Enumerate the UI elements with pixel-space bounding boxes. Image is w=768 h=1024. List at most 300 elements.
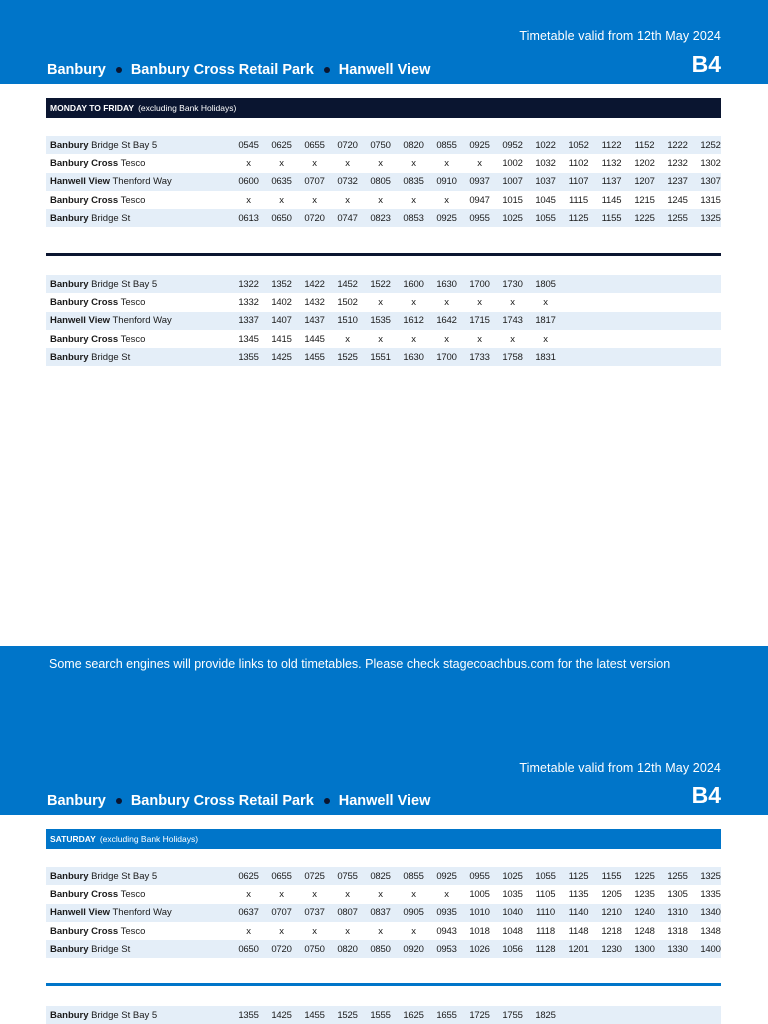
time-cell-not-served: x <box>444 157 449 169</box>
stop-name <box>50 352 130 363</box>
time-cell: 0937 <box>469 176 490 188</box>
time-cell-not-served: x <box>411 157 416 169</box>
route-stop-destination: Hanwell View <box>338 793 431 809</box>
route-number: B4 <box>691 51 721 77</box>
time-cell: 1110 <box>536 907 555 919</box>
time-cell: 1402 <box>271 296 292 308</box>
stop-name <box>50 907 172 918</box>
time-cell: 1240 <box>634 907 655 919</box>
route-title <box>47 62 430 78</box>
day-label: MONDAY TO FRIDAY <box>50 103 135 113</box>
time-cell: 0720 <box>337 139 358 151</box>
time-cell: 1305 <box>667 888 688 900</box>
time-cell: 0650 <box>271 212 292 224</box>
stop-point: Tesco <box>118 296 146 308</box>
time-cell: 1210 <box>601 907 622 919</box>
table-row <box>46 867 721 885</box>
time-cell: 0947 <box>469 194 490 206</box>
time-cell: 1407 <box>271 315 292 327</box>
time-cell-not-served: x <box>312 888 317 900</box>
stop-point: Tesco <box>118 157 146 169</box>
time-cell: 1255 <box>667 212 688 224</box>
table-row <box>46 312 721 330</box>
time-cell: 1122 <box>601 139 622 151</box>
table-row <box>46 885 721 903</box>
time-cell: 1107 <box>568 176 589 188</box>
time-cell: 1048 <box>502 925 523 937</box>
stop-name <box>50 334 145 345</box>
time-cell: 1525 <box>337 1009 358 1021</box>
table-row <box>46 330 721 348</box>
valid-from-text: Timetable valid from 12th May 2024 <box>519 29 721 43</box>
table-row <box>46 209 721 227</box>
time-cell-not-served: x <box>411 333 416 345</box>
time-cell: 1455 <box>304 351 325 363</box>
time-cell-not-served: x <box>411 925 416 937</box>
stop-point: Thenford Way <box>110 315 172 327</box>
time-cell: 0750 <box>304 943 325 955</box>
time-cell-not-served: x <box>378 333 383 345</box>
time-cell: 1135 <box>568 888 589 900</box>
stop-place: Banbury <box>50 943 89 955</box>
stop-place: Banbury Cross <box>50 333 119 345</box>
time-cell: 1015 <box>502 194 523 206</box>
time-cell: 1040 <box>502 907 523 919</box>
time-cell-not-served: x <box>378 925 383 937</box>
time-cell: 1105 <box>535 888 556 900</box>
time-cell: 0835 <box>403 176 424 188</box>
time-cell: 1037 <box>535 176 556 188</box>
time-cell: 1551 <box>370 351 391 363</box>
time-cell: 0637 <box>238 907 259 919</box>
time-cell: 0747 <box>337 212 358 224</box>
time-cell: 1332 <box>238 296 259 308</box>
day-note: (excluding Bank Holidays) <box>138 103 237 113</box>
time-cell: 1307 <box>700 176 721 188</box>
bullet-icon <box>116 67 122 73</box>
stop-point: Bridge St Bay 5 <box>88 139 158 151</box>
time-cell: 1700 <box>436 351 457 363</box>
time-cell: 1642 <box>436 315 457 327</box>
stop-place: Hanwell View <box>50 176 111 188</box>
weekday-timetable-1 <box>46 136 721 227</box>
time-cell: 1155 <box>601 870 622 882</box>
time-cell: 0825 <box>370 870 391 882</box>
time-cell: 0855 <box>403 870 424 882</box>
stop-point: Thenford Way <box>110 176 172 188</box>
stop-place: Banbury <box>50 351 89 363</box>
time-cell: 1152 <box>634 139 655 151</box>
time-cell: 1630 <box>403 351 424 363</box>
stop-name <box>50 279 157 290</box>
time-cell-not-served: x <box>477 157 482 169</box>
time-cell: 1218 <box>601 925 622 937</box>
table-row <box>46 293 721 311</box>
stop-place: Banbury Cross <box>50 296 119 308</box>
stop-place: Banbury Cross <box>50 194 119 206</box>
notice-text: Some search engines will provide links to old timetables. Please check stagecoachbus.com for the latest version <box>49 657 671 671</box>
time-cell: 0943 <box>436 925 457 937</box>
time-cell-not-served: x <box>510 333 515 345</box>
bullet-icon <box>116 798 122 804</box>
time-cell: 1325 <box>700 870 721 882</box>
table-row <box>46 922 721 940</box>
stop-point: Bridge St <box>88 212 131 224</box>
stop-place: Banbury <box>50 139 89 151</box>
time-cell: 0850 <box>370 943 391 955</box>
time-cell: 1625 <box>403 1009 424 1021</box>
time-cell-not-served: x <box>411 194 416 206</box>
time-cell: 1612 <box>403 315 424 327</box>
time-cell: 0837 <box>370 907 391 919</box>
time-cell: 1032 <box>535 157 556 169</box>
time-cell: 0925 <box>469 139 490 151</box>
saturday-timetable-2 <box>46 1006 721 1024</box>
time-cell-not-served: x <box>543 296 548 308</box>
time-cell: 1831 <box>535 351 556 363</box>
time-cell: 1432 <box>304 296 325 308</box>
time-cell: 1225 <box>634 870 655 882</box>
time-cell: 1425 <box>271 351 292 363</box>
time-cell: 1758 <box>502 351 523 363</box>
time-cell: 0613 <box>238 212 259 224</box>
time-cell: 1335 <box>700 888 721 900</box>
stop-place: Hanwell View <box>50 315 111 327</box>
section-divider <box>46 253 721 256</box>
time-cell: 1510 <box>337 315 358 327</box>
time-cell: 1230 <box>601 943 622 955</box>
time-cell: 1725 <box>469 1009 490 1021</box>
time-cell: 0750 <box>370 139 391 151</box>
time-cell: 1400 <box>700 943 721 955</box>
time-cell: 1125 <box>568 212 589 224</box>
stop-point: Tesco <box>118 925 146 937</box>
stop-name <box>50 871 157 882</box>
time-cell: 1128 <box>535 943 556 955</box>
time-cell: 0707 <box>271 907 292 919</box>
time-cell: 1232 <box>667 157 688 169</box>
route-stop-origin: Banbury <box>47 793 106 809</box>
time-cell: 1655 <box>436 1009 457 1021</box>
bullet-icon <box>324 67 330 73</box>
stop-point: Bridge St <box>88 351 131 363</box>
time-cell-not-served: x <box>444 333 449 345</box>
time-cell: 1055 <box>535 870 556 882</box>
stop-point: Tesco <box>118 333 146 345</box>
time-cell: 0545 <box>238 139 259 151</box>
time-cell: 1825 <box>535 1009 556 1021</box>
stop-place: Banbury Cross <box>50 157 119 169</box>
stop-point: Tesco <box>118 194 146 206</box>
time-cell-not-served: x <box>312 157 317 169</box>
time-cell-not-served: x <box>345 888 350 900</box>
time-cell: 1525 <box>337 351 358 363</box>
time-cell: 1535 <box>370 315 391 327</box>
time-cell: 1035 <box>502 888 523 900</box>
time-cell: 0625 <box>271 139 292 151</box>
stop-name <box>50 176 172 187</box>
time-cell: 1805 <box>535 278 556 290</box>
time-cell: 1415 <box>271 333 292 345</box>
time-cell: 1300 <box>634 943 655 955</box>
top-header-band <box>0 0 768 84</box>
time-cell: 1137 <box>601 176 622 188</box>
stop-place: Banbury Cross <box>50 888 119 900</box>
time-cell: 0823 <box>370 212 391 224</box>
time-cell-not-served: x <box>279 157 284 169</box>
time-cell: 1245 <box>667 194 688 206</box>
stop-point: Bridge St Bay 5 <box>88 870 158 882</box>
bullet-icon <box>324 798 330 804</box>
time-cell-not-served: x <box>246 157 251 169</box>
time-cell-not-served: x <box>312 194 317 206</box>
time-cell-not-served: x <box>345 194 350 206</box>
time-cell: 1237 <box>667 176 688 188</box>
time-cell: 1730 <box>502 278 523 290</box>
saturday-day-header <box>46 829 721 849</box>
time-cell: 1056 <box>502 943 523 955</box>
time-cell: 1145 <box>601 194 622 206</box>
time-cell: 0755 <box>337 870 358 882</box>
stop-name <box>50 926 145 937</box>
time-cell: 1125 <box>568 870 589 882</box>
time-cell: 1155 <box>601 212 622 224</box>
route-stop-origin: Banbury <box>47 62 106 78</box>
time-cell: 0905 <box>403 907 424 919</box>
time-cell-not-served: x <box>345 925 350 937</box>
time-cell: 1252 <box>700 139 721 151</box>
time-cell: 1235 <box>634 888 655 900</box>
time-cell-not-served: x <box>477 296 482 308</box>
time-cell: 1337 <box>238 315 259 327</box>
time-cell: 1355 <box>238 351 259 363</box>
time-cell: 1743 <box>502 315 523 327</box>
stop-place: Banbury <box>50 278 89 290</box>
day-note: (excluding Bank Holidays) <box>99 834 199 844</box>
table-row <box>46 940 721 958</box>
stop-name <box>50 889 145 900</box>
time-cell: 1452 <box>337 278 358 290</box>
weekday-day-header <box>46 98 721 118</box>
time-cell: 0720 <box>304 212 325 224</box>
time-cell: 1026 <box>469 943 490 955</box>
time-cell: 1205 <box>601 888 622 900</box>
time-cell: 1010 <box>469 907 490 919</box>
time-cell: 1140 <box>568 907 589 919</box>
stop-place: Banbury <box>50 212 89 224</box>
saturday-route-number: B4 <box>691 782 721 808</box>
time-cell: 0600 <box>238 176 259 188</box>
time-cell: 1201 <box>568 943 589 955</box>
time-cell: 1118 <box>536 925 555 937</box>
stop-point: Thenford Way <box>110 907 172 919</box>
time-cell: 1352 <box>271 278 292 290</box>
time-cell: 0925 <box>436 212 457 224</box>
time-cell: 1455 <box>304 1009 325 1021</box>
saturday-valid-from-text: Timetable valid from 12th May 2024 <box>519 761 721 775</box>
time-cell: 1325 <box>700 212 721 224</box>
time-cell: 1225 <box>634 212 655 224</box>
time-cell: 1115 <box>569 194 588 206</box>
time-cell-not-served: x <box>378 157 383 169</box>
time-cell: 1755 <box>502 1009 523 1021</box>
time-cell: 1600 <box>403 278 424 290</box>
time-cell: 1132 <box>601 157 622 169</box>
time-cell-not-served: x <box>246 888 251 900</box>
time-cell: 1340 <box>700 907 721 919</box>
stop-place: Banbury <box>50 870 89 882</box>
time-cell: 0920 <box>403 943 424 955</box>
stop-name <box>50 213 130 224</box>
stop-name <box>50 158 145 169</box>
middle-band <box>0 646 768 815</box>
time-cell: 0855 <box>436 139 457 151</box>
time-cell: 0650 <box>238 943 259 955</box>
time-cell: 1045 <box>535 194 556 206</box>
time-cell: 0805 <box>370 176 391 188</box>
time-cell: 1345 <box>238 333 259 345</box>
time-cell: 0635 <box>271 176 292 188</box>
table-row <box>46 275 721 293</box>
time-cell-not-served: x <box>543 333 548 345</box>
time-cell-not-served: x <box>378 296 383 308</box>
stop-point: Bridge St <box>88 943 131 955</box>
time-cell: 1318 <box>667 925 688 937</box>
time-cell: 1425 <box>271 1009 292 1021</box>
time-cell: 0953 <box>436 943 457 955</box>
time-cell: 0910 <box>436 176 457 188</box>
day-label: SATURDAY <box>50 834 96 844</box>
time-cell: 1330 <box>667 943 688 955</box>
stop-name <box>50 1010 157 1021</box>
time-cell: 1202 <box>634 157 655 169</box>
time-cell: 0655 <box>304 139 325 151</box>
time-cell: 1445 <box>304 333 325 345</box>
time-cell-not-served: x <box>312 925 317 937</box>
table-row <box>46 1006 721 1024</box>
time-cell: 1315 <box>700 194 721 206</box>
time-cell: 0955 <box>469 212 490 224</box>
time-cell-not-served: x <box>444 888 449 900</box>
time-cell: 0955 <box>469 870 490 882</box>
time-cell: 1005 <box>469 888 490 900</box>
stop-point: Bridge St Bay 5 <box>88 1009 158 1021</box>
stop-place: Banbury Cross <box>50 925 119 937</box>
stop-point: Bridge St Bay 5 <box>88 278 158 290</box>
table-row <box>46 904 721 922</box>
saturday-route-title <box>47 793 430 809</box>
time-cell-not-served: x <box>411 296 416 308</box>
time-cell: 1007 <box>502 176 523 188</box>
time-cell-not-served: x <box>444 194 449 206</box>
time-cell: 0952 <box>502 139 523 151</box>
time-cell: 1018 <box>469 925 490 937</box>
time-cell: 1025 <box>502 870 523 882</box>
time-cell-not-served: x <box>378 888 383 900</box>
time-cell: 1322 <box>238 278 259 290</box>
time-cell: 1715 <box>469 315 490 327</box>
time-cell-not-served: x <box>510 296 515 308</box>
weekday-timetable-2 <box>46 275 721 366</box>
stop-name <box>50 297 145 308</box>
time-cell: 0732 <box>337 176 358 188</box>
time-cell: 0655 <box>271 870 292 882</box>
table-row <box>46 348 721 366</box>
time-cell: 1437 <box>304 315 325 327</box>
time-cell: 0935 <box>436 907 457 919</box>
stop-name <box>50 315 172 326</box>
stop-place: Banbury <box>50 1009 89 1021</box>
time-cell: 0925 <box>436 870 457 882</box>
time-cell: 0737 <box>304 907 325 919</box>
time-cell: 1817 <box>535 315 556 327</box>
time-cell: 1348 <box>700 925 721 937</box>
time-cell-not-served: x <box>279 925 284 937</box>
stop-name <box>50 195 145 206</box>
time-cell: 1055 <box>535 212 556 224</box>
time-cell-not-served: x <box>279 194 284 206</box>
route-stop-via: Banbury Cross Retail Park <box>130 793 314 809</box>
saturday-timetable-1 <box>46 867 721 958</box>
time-cell-not-served: x <box>411 888 416 900</box>
time-cell: 1555 <box>370 1009 391 1021</box>
time-cell: 1302 <box>700 157 721 169</box>
time-cell-not-served: x <box>279 888 284 900</box>
time-cell-not-served: x <box>345 333 350 345</box>
time-cell-not-served: x <box>378 194 383 206</box>
time-cell: 1630 <box>436 278 457 290</box>
time-cell: 1025 <box>502 212 523 224</box>
time-cell: 0725 <box>304 870 325 882</box>
time-cell: 1248 <box>634 925 655 937</box>
time-cell: 1502 <box>337 296 358 308</box>
stop-place: Hanwell View <box>50 907 111 919</box>
time-cell: 1002 <box>502 157 523 169</box>
time-cell: 0720 <box>271 943 292 955</box>
time-cell: 1355 <box>238 1009 259 1021</box>
time-cell: 1022 <box>535 139 556 151</box>
route-stop-destination: Hanwell View <box>338 62 431 78</box>
time-cell: 1148 <box>568 925 589 937</box>
table-row <box>46 191 721 209</box>
time-cell: 1222 <box>667 139 688 151</box>
time-cell: 1255 <box>667 870 688 882</box>
time-cell: 1422 <box>304 278 325 290</box>
time-cell: 1102 <box>568 157 589 169</box>
stop-name <box>50 944 130 955</box>
time-cell: 1215 <box>634 194 655 206</box>
time-cell-not-served: x <box>246 925 251 937</box>
stop-name <box>50 140 157 151</box>
time-cell: 1522 <box>370 278 391 290</box>
time-cell: 1310 <box>667 907 688 919</box>
time-cell: 0853 <box>403 212 424 224</box>
time-cell: 0707 <box>304 176 325 188</box>
time-cell: 0820 <box>337 943 358 955</box>
table-row <box>46 173 721 191</box>
time-cell: 0807 <box>337 907 358 919</box>
time-cell: 1052 <box>568 139 589 151</box>
time-cell-not-served: x <box>246 194 251 206</box>
time-cell-not-served: x <box>345 157 350 169</box>
time-cell: 0625 <box>238 870 259 882</box>
time-cell-not-served: x <box>477 333 482 345</box>
time-cell-not-served: x <box>444 296 449 308</box>
route-stop-via: Banbury Cross Retail Park <box>130 62 314 78</box>
time-cell: 1207 <box>634 176 655 188</box>
table-row <box>46 154 721 172</box>
stop-point: Tesco <box>118 888 146 900</box>
